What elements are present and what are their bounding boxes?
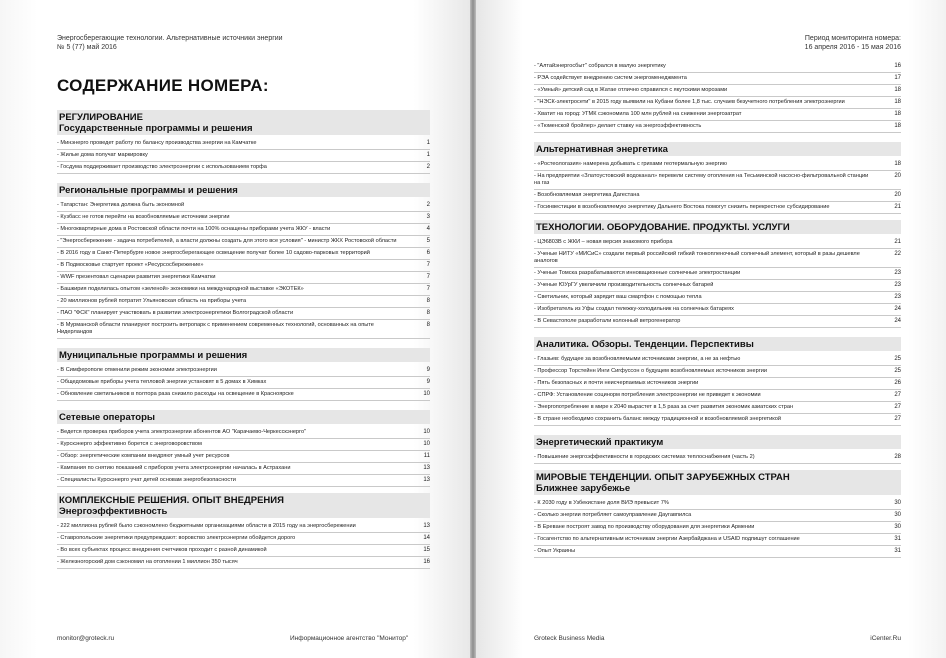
toc-list [534, 237, 901, 328]
toc-entry[interactable] [534, 522, 901, 534]
toc-entry-title: - К 2030 году в Узбекистане доля ВИЭ превысит 7% [534, 500, 669, 506]
section-title: МИРОВЫЕ ТЕНДЕНЦИИ. ОПЫТ ЗАРУБЕЖНЫХ СТРАН [536, 472, 790, 483]
toc-list [57, 138, 430, 174]
toc-page-number: 24 [894, 318, 901, 324]
header-line: № 5 (77) май 2016 [57, 44, 117, 51]
toc-entry[interactable] [57, 427, 430, 439]
toc-entry[interactable] [534, 304, 901, 316]
toc-entry[interactable] [57, 296, 430, 308]
toc-page-number: 21 [894, 239, 901, 245]
toc-list [534, 354, 901, 426]
toc-page-number: 20 [894, 173, 901, 179]
toc-entry[interactable] [534, 414, 901, 426]
toc-page-number: 9 [426, 367, 430, 373]
toc-entry[interactable] [57, 200, 430, 212]
toc-entry[interactable] [534, 268, 901, 280]
toc-entry[interactable] [534, 510, 901, 522]
toc-list [57, 521, 430, 569]
toc-page-number: 2 [426, 202, 430, 208]
toc-entry[interactable] [57, 162, 430, 174]
toc-entry-title: - В Подмосковье стартует проект «Ресурсосбережение» [57, 262, 204, 268]
toc-entry-title: - В Мурманской области планируют построить ветропарк с применением современных технологий, основанных на опыте Нидерландов [57, 322, 374, 335]
left-page [0, 0, 470, 658]
toc-entry[interactable] [534, 546, 901, 558]
subsection-title: Альтернативная энергетика [534, 142, 901, 156]
toc-entry-title: - В Симферополе отменили режим экономии электроэнергии [57, 367, 217, 373]
toc-entry-title: - В Ереване построят завод по производству оборудования для энергетики Армении [534, 524, 755, 530]
toc-entry[interactable] [57, 521, 430, 533]
toc-entry[interactable] [57, 533, 430, 545]
toc-entry-title: - Ученые Томска разрабатываются инновационные солнечные электростанции [534, 270, 741, 276]
toc-entry[interactable] [57, 320, 430, 339]
toc-page-number: 7 [426, 274, 430, 280]
toc-page-number: 9 [426, 379, 430, 385]
header-line: 16 апреля 2016 - 15 мая 2016 [804, 44, 901, 51]
subsection-title: Сетевые операторы [57, 410, 430, 424]
toc-entry-title: - Возобновляемая энергетика Дагестана [534, 192, 640, 198]
toc-page-number: 17 [894, 75, 901, 81]
toc-entry-title: - Железногорский дом сэкономил на отоплении 1 миллион 350 тысяч [57, 559, 238, 565]
toc-entry[interactable] [57, 212, 430, 224]
toc-entry-title: - «Ростеологазия» намерена добывать с грихами геотермальную энергию [534, 161, 727, 167]
toc-entry[interactable] [534, 366, 901, 378]
toc-page-number: 10 [423, 391, 430, 397]
section-title: КОМПЛЕКСНЫЕ РЕШЕНИЯ. ОПЫТ ВНЕДРЕНИЯ [59, 495, 284, 506]
toc-entry[interactable] [534, 85, 901, 97]
toc-entry-title: - Специалисты Курскэнерго учат детей основам энергобезопасности [57, 477, 236, 483]
toc-list [57, 365, 430, 401]
toc-entry[interactable] [534, 280, 901, 292]
toc-entry[interactable] [57, 365, 430, 377]
toc-page-number: 8 [426, 298, 430, 304]
toc-page-number: 30 [894, 524, 901, 530]
footer-site: iCenter.Ru [870, 635, 901, 642]
toc-entry-title: - Жилые дома получат маркировку [57, 152, 148, 158]
toc-entry[interactable] [534, 534, 901, 546]
toc-entry[interactable] [57, 545, 430, 557]
header-line: Энергосберегающие технологии. Альтернативные источники энергии [57, 35, 283, 42]
toc-entry-title: - РЭА содействует внедрению систем энергоменеджмента [534, 75, 687, 81]
toc-entry-title: - В стране необходимо сохранить баланс между традиционной и возобновляемой энергетикой [534, 416, 781, 422]
toc-entry-title: - Профессор Торстейнн Инги Сигфуссон о будущем возобновляемых источников энергии [534, 368, 768, 374]
toc-page-number: 22 [894, 251, 901, 257]
toc-page-number: 18 [894, 111, 901, 117]
toc-page-number: 15 [423, 547, 430, 553]
toc-list [57, 200, 430, 339]
toc-entry[interactable] [57, 284, 430, 296]
toc-entry-title: - 222 миллиона рублей было сэкономлено бюджетными организациями области в 2015 году на энергосбережении [57, 523, 356, 529]
toc-page-number: 1 [426, 140, 430, 146]
toc-entry[interactable] [534, 316, 901, 328]
toc-entry-title: - СПРФ: Установление социнорм потребления электроэнергии не приведет к экономии [534, 392, 761, 398]
header-line: Период мониторинга номера: [804, 35, 901, 42]
toc-entry-title: - Ученые НИТУ «МИСиС» создали первый российский гибкий тонкопленочный солнечный элемент, который в разы дешевле аналогов [534, 251, 860, 264]
toc-entry[interactable] [57, 439, 430, 451]
toc-list [534, 159, 901, 214]
toc-entry[interactable] [57, 475, 430, 487]
toc-entry[interactable] [534, 159, 901, 171]
toc-entry[interactable] [534, 237, 901, 249]
toc-entry-title: - Светильник, который зарядит ваш смартфон с помощью тепла [534, 294, 702, 300]
toc-entry-title: - Кузбасс не готов перейти на возобновляемые источники энергии [57, 214, 230, 220]
toc-entry[interactable] [534, 390, 901, 402]
subsection-title: Государственные программы и решения [59, 123, 253, 134]
toc-entry-title: - «Тюменской бройлер» делает ставку на энергоэффективность [534, 123, 702, 129]
toc-entry-title: - Ставропольские энергетики предупреждают: воровство электроэнергии обойдется дорого [57, 535, 296, 541]
toc-page-number: 6 [426, 250, 430, 256]
toc-entry-title: - Обновление светильников в полтора раза снизило расходы на освещение в Красноярске [57, 391, 294, 397]
toc-entry[interactable] [57, 248, 430, 260]
toc-page-number: 7 [426, 286, 430, 292]
toc-entry[interactable] [534, 378, 901, 390]
toc-page-number: 10 [423, 429, 430, 435]
toc-page-number: 31 [894, 536, 901, 542]
footer-publisher: Groteck Business Media [534, 635, 605, 642]
toc-page-number: 27 [894, 416, 901, 422]
toc-entry-title: - Глазьев: будущее за возобновляемыми источниками энергии, а не за нефтью [534, 356, 741, 362]
footer-email: monitor@groteck.ru [57, 635, 115, 642]
toc-page-number: 26 [894, 380, 901, 386]
toc-page-number: 23 [894, 294, 901, 300]
toc-page-number: 25 [894, 368, 901, 374]
toc-page-number: 14 [423, 535, 430, 541]
toc-entry[interactable] [57, 138, 430, 150]
toc-page-number: 25 [894, 356, 901, 362]
toc-list [534, 452, 901, 464]
toc-entry-title: - Минэнерго проведет работу по балансу производства энергии на Камчатке [57, 140, 257, 146]
section-title: ТЕХНОЛОГИИ. ОБОРУДОВАНИЕ. ПРОДУКТЫ. УСЛУГИ [536, 222, 790, 233]
toc-entry[interactable] [534, 452, 901, 464]
left-toc [57, 110, 430, 569]
toc-page-number: 11 [423, 453, 430, 459]
subsection-title: Энергетический практикум [534, 435, 901, 449]
toc-page-number: 2 [426, 164, 430, 170]
toc-entry[interactable] [534, 73, 901, 85]
toc-page-number: 16 [894, 63, 901, 69]
toc-entry[interactable] [57, 451, 430, 463]
toc-entry-title: - Энергопотребление в мире к 2040 вырастет в 1,5 раза за счет развития экономик азиатских стран [534, 404, 794, 410]
toc-page-number: 21 [894, 204, 901, 210]
toc-entry[interactable] [534, 354, 901, 366]
toc-page-number: 20 [894, 192, 901, 198]
toc-entry[interactable] [57, 272, 430, 284]
toc-page-number: 10 [423, 441, 430, 447]
toc-entry-title: - В 2016 году в Санкт-Петербурге новое энергосберегающее освещение получат более 10 садово-парковых территорий [57, 250, 370, 256]
toc-page-number: 30 [894, 500, 901, 506]
toc-page-number: 8 [426, 322, 430, 328]
toc-page-number: 23 [894, 270, 901, 276]
subsection-title: Энергоэффективность [59, 506, 168, 517]
toc-page-number: 18 [894, 87, 901, 93]
toc-page-number: 28 [894, 454, 901, 460]
toc-entry-title: - ЦЭ6803В с ЖКИ – новая версия знакомого прибора [534, 239, 673, 245]
toc-entry[interactable] [57, 308, 430, 320]
toc-entry-title: - Ведется проверка приборов учета электроэнергии абонентов АО "Карачаево-Черкесскэнерго" [57, 429, 307, 435]
toc-entry-title: - Курскэнерго эффективно борется с энерговоровством [57, 441, 202, 447]
toc-entry[interactable] [534, 97, 901, 109]
toc-page-number: 27 [894, 404, 901, 410]
toc-entry-title: - Изобретатель из Уфы создал тележку-холодильник на солнечных батареях [534, 306, 734, 312]
toc-entry-title: - На предприятии «Златоустовский водоканал» перевели систему отопления на Тесьминской насосно-фильтровальной станции на газ [534, 173, 869, 186]
toc-entry[interactable] [57, 236, 430, 248]
subsection-title: Аналитика. Обзоры. Тенденции. Перспективы [534, 337, 901, 351]
subsection-title: Региональные программы и решения [57, 183, 430, 197]
toc-page-number: 31 [894, 548, 901, 554]
toc-entry[interactable] [57, 224, 430, 236]
toc-page-number: 1 [426, 152, 430, 158]
toc-page-number: 3 [426, 214, 430, 220]
section-header [534, 470, 901, 495]
toc-entry-title: - WWF презентовал сценарии развития энергетики Камчатки [57, 274, 216, 280]
toc-entry-title: - Сколько энергии потребляет самоуправление Даугавпилса [534, 512, 692, 518]
right-header [534, 34, 901, 52]
toc-page-number: 27 [894, 392, 901, 398]
toc-page-number: 23 [894, 282, 901, 288]
toc-page-number: 5 [426, 238, 430, 244]
toc-entry[interactable] [534, 171, 901, 190]
footer-agency: Информационное агентство "Монитор" [290, 635, 409, 642]
toc-page-number: 13 [423, 477, 430, 483]
section-title: РЕГУЛИРОВАНИЕ [59, 112, 143, 123]
subsection-title: Муниципальные программы и решения [57, 348, 430, 362]
toc-page-number: 7 [426, 262, 430, 268]
toc-entry[interactable] [57, 260, 430, 272]
toc-entry[interactable] [534, 121, 901, 133]
toc-entry[interactable] [534, 202, 901, 214]
toc-entry-title: - Общедомовые приборы учета тепловой энергии установят в 5 домах в Химках [57, 379, 267, 385]
toc-entry[interactable] [534, 292, 901, 304]
page-title: СОДЕРЖАНИЕ НОМЕРА: [57, 76, 269, 95]
toc-entry-title: - Кампания по снятию показаний с приборов учета электроэнергии началась в Астрахани [57, 465, 291, 471]
toc-entry-title: - В Севастополе разработали колонный ветрогенератор [534, 318, 681, 324]
toc-page-number: 4 [426, 226, 430, 232]
right-page [476, 0, 946, 658]
toc-entry[interactable] [57, 557, 430, 569]
toc-entry-title: - Татарстан: Энергетика должна быть экономной [57, 202, 185, 208]
toc-entry-title: - Госдума поддерживает производство электроэнергии с использованием торфа [57, 164, 267, 170]
toc-entry-title: - Опыт Украины [534, 548, 576, 554]
section-header [57, 110, 430, 135]
toc-page-number: 18 [894, 123, 901, 129]
toc-entry[interactable] [534, 402, 901, 414]
toc-entry[interactable] [57, 150, 430, 162]
toc-entry-title: - "Энергосбережение - задача потребителей, а власти должны создать для этого все условия" - министр ЖКХ Ростовской области [57, 238, 397, 244]
toc-entry[interactable] [57, 463, 430, 475]
toc-entry[interactable] [534, 190, 901, 202]
toc-page-number: 30 [894, 512, 901, 518]
toc-page-number: 18 [894, 99, 901, 105]
toc-page-number: 8 [426, 310, 430, 316]
toc-entry-title: - Госинвестиции в возобновляемую энергетику Дальнего Востока помогут снизить перекрестное субсидирование [534, 204, 830, 210]
section-header [534, 220, 901, 234]
toc-entry-title: - Хватит на город: УГМК сэкономила 100 млн рублей на снижении энергозатрат [534, 111, 742, 117]
toc-entry-title: - Обзор: энергетические компании внедряют умный учет ресурсов [57, 453, 230, 459]
toc-entry-title: - Многоквартирные дома в Ростовской области почти на 100% оснащены приборами учета ЖКУ - власти [57, 226, 331, 232]
section-header [57, 493, 430, 518]
toc-entry-title: - Повышение энергоэффективности в городских системах теплоснабжения (часть 2) [534, 454, 755, 460]
toc-entry-title: - Пять безопасных и почти неисчерпаемых источников энергии [534, 380, 699, 386]
toc-entry[interactable] [57, 389, 430, 401]
toc-list [57, 427, 430, 487]
toc-entry-title: - "Алтайэнергосбыт" собрался в малую энергетику [534, 63, 666, 69]
toc-entry-title: - "НЭСК-электросети" в 2015 году выявили на Кубани более 1,8 тыс. случаев безучетного потребления электроэнергии [534, 99, 845, 105]
toc-entry-title: - ПАО "ФСК" планирует участвовать в развитии электроэнергетики Волгоградской области [57, 310, 294, 316]
toc-entry[interactable] [534, 61, 901, 73]
toc-entry[interactable] [534, 498, 901, 510]
toc-entry[interactable] [534, 109, 901, 121]
toc-entry-title: - Госагентство по альтернативным источникам энергии Азербайджана и USAID подпишут соглашение [534, 536, 800, 542]
toc-entry-title: - Башкирия поделилась опытом «зеленой» экономики на международной выставке «ЭКОТЕК» [57, 286, 304, 292]
left-header [57, 34, 430, 52]
toc-entry-title: - 20 миллионов рублей потратит Ульяновская область на приборы учета [57, 298, 247, 304]
toc-page-number: 16 [423, 559, 430, 565]
toc-page-number: 18 [894, 161, 901, 167]
toc-entry[interactable] [534, 249, 901, 268]
right-toc [534, 61, 901, 558]
toc-entry-title: - «Умный» детский сад в Жатае отлично справился с якутскими морозами [534, 87, 728, 93]
toc-page-number: 13 [423, 465, 430, 471]
subsection-title: Ближнее зарубежье [536, 483, 631, 494]
toc-list [534, 61, 901, 133]
toc-page-number: 24 [894, 306, 901, 312]
toc-page-number: 13 [423, 523, 430, 529]
toc-entry-title: - Ученые ЮУрГУ увеличили производительность солнечных батарей [534, 282, 714, 288]
toc-entry-title: - Во всех субъектах процесс внедрения счетчиков проходит с разной динамикой [57, 547, 267, 553]
toc-list [534, 498, 901, 558]
toc-entry[interactable] [57, 377, 430, 389]
